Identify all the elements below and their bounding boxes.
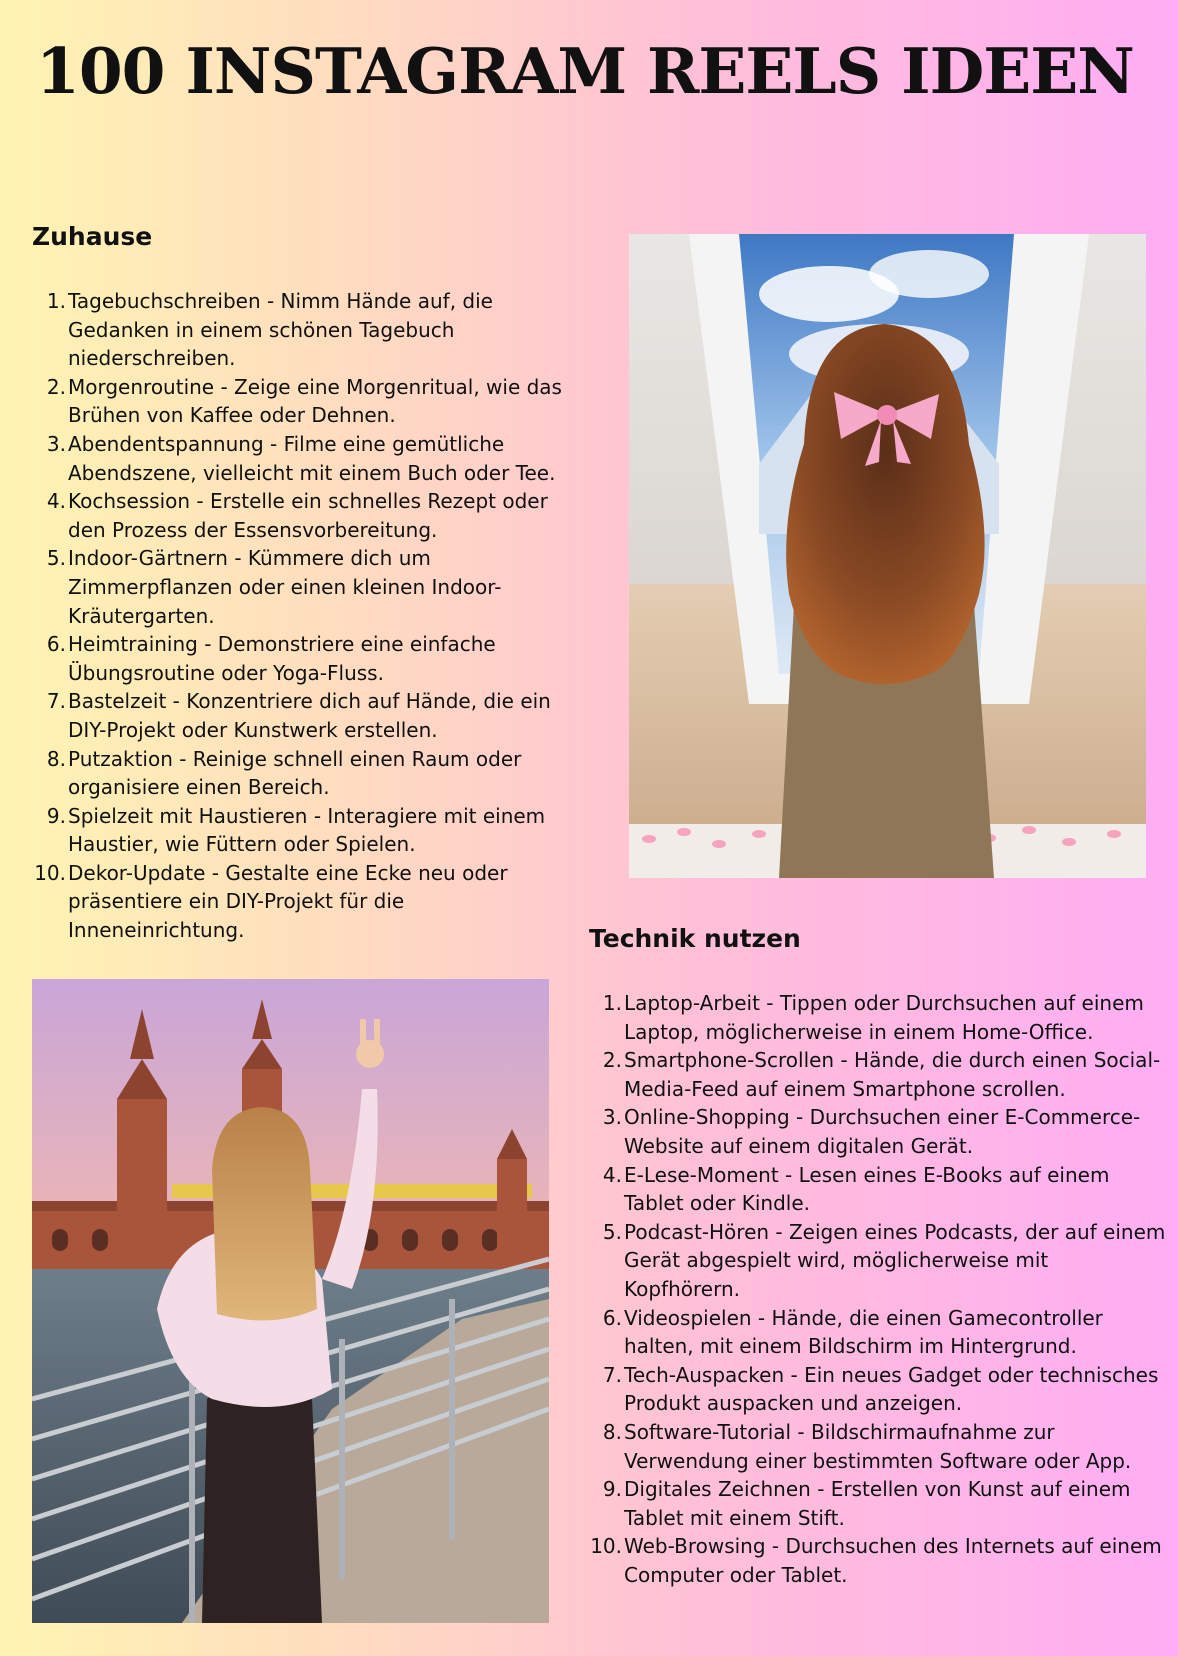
list-item-number: 2. bbox=[602, 1048, 622, 1073]
photo-woman-at-bridge bbox=[32, 979, 549, 1623]
list-item-text: Software-Tutorial - Bildschirmaufnahme zur Verwendung einer bestimmten Software oder App. bbox=[624, 1419, 1132, 1473]
list-item-text: Smartphone-Scrollen - Hände, die durch einen Social-Media-Feed auf einem Smartphone scrollen. bbox=[624, 1048, 1161, 1101]
list-item-number: 10. bbox=[34, 860, 66, 885]
list-item-text: Spielzeit mit Haustieren - Interagiere mit einem Haustier, wie Füttern oder Spielen. bbox=[68, 803, 546, 857]
list-item-text: Videospielen - Hände, die einen Gamecontroller halten, mit einem Bildschirm im Hintergrund. bbox=[624, 1305, 1103, 1359]
list-item-text: Putzaktion - Reinige schnell einen Raum oder organisiere einen Bereich. bbox=[68, 746, 522, 800]
list-item bbox=[32, 802, 587, 859]
photo-woman-with-bow bbox=[629, 234, 1146, 878]
list-item bbox=[32, 430, 587, 487]
list-item-text: Tagebuchschreiben - Nimm Hände auf, die Gedanken in einem schönen Tagebuch niederschreiben. bbox=[68, 289, 493, 371]
list-item-text: Web-Browsing - Durchsuchen des Internets auf einem Computer oder Tablet. bbox=[624, 1534, 1162, 1587]
list-item bbox=[588, 1532, 1168, 1589]
list-item-number: 8. bbox=[46, 746, 66, 771]
list-item bbox=[32, 487, 587, 544]
list-item bbox=[588, 1046, 1168, 1103]
list-item-number: 2. bbox=[46, 374, 66, 399]
list-item-number: 5. bbox=[46, 546, 66, 571]
list-item-text: Indoor-Gärtnern - Kümmere dich um Zimmerpflanzen oder einen kleinen Indoor-Kräutergarten. bbox=[68, 546, 502, 628]
list-item-text: Podcast-Hören - Zeigen eines Podcasts, der auf einem Gerät abgespielt wird, möglicherweise mit Kopfhörern. bbox=[624, 1219, 1166, 1301]
section-heading-zuhause: Zuhause bbox=[32, 222, 153, 251]
list-item-text: Tech-Auspacken - Ein neues Gadget oder technisches Produkt auspacken und anzeigen. bbox=[624, 1362, 1159, 1416]
list-item-number: 7. bbox=[46, 689, 66, 714]
list-item bbox=[32, 544, 587, 630]
list-item-text: Morgenroutine - Zeige eine Morgenritual, wie das Brühen von Kaffee oder Dehnen. bbox=[68, 374, 562, 428]
document-title: 100 INSTAGRAM REELS IDEEN bbox=[36, 34, 1134, 108]
idea-list-technik-nutzen bbox=[588, 989, 1168, 1589]
list-item bbox=[588, 1418, 1168, 1475]
list-item bbox=[32, 745, 587, 802]
list-item-number: 3. bbox=[46, 431, 66, 456]
list-item-number: 10. bbox=[590, 1534, 622, 1559]
list-item-text: Digitales Zeichnen - Erstellen von Kunst auf einem Tablet mit einem Stift. bbox=[624, 1477, 1131, 1530]
list-item bbox=[588, 1361, 1168, 1418]
list-item-number: 6. bbox=[46, 632, 66, 657]
list-item bbox=[32, 373, 587, 430]
list-item-number: 5. bbox=[602, 1219, 622, 1244]
list-item-number: 8. bbox=[602, 1419, 622, 1444]
list-item-text: Kochsession - Erstelle ein schnelles Rezept oder den Prozess der Essensvorbereitung. bbox=[68, 489, 548, 542]
list-item-text: E-Lese-Moment - Lesen eines E-Books auf einem Tablet oder Kindle. bbox=[624, 1162, 1110, 1216]
list-item bbox=[588, 1103, 1168, 1160]
list-item bbox=[32, 630, 587, 687]
list-item-number: 4. bbox=[602, 1162, 622, 1187]
list-item-number: 4. bbox=[46, 489, 66, 514]
list-item-text: Laptop-Arbeit - Tippen oder Durchsuchen auf einem Laptop, möglicherweise in einem Home-Office. bbox=[624, 991, 1144, 1044]
list-item-number: 1. bbox=[602, 991, 622, 1015]
list-item bbox=[32, 859, 587, 945]
list-item bbox=[588, 1218, 1168, 1304]
list-item-text: Heimtraining - Demonstriere eine einfache Übungsroutine oder Yoga-Fluss. bbox=[68, 632, 496, 685]
list-item bbox=[588, 1475, 1168, 1532]
list-item-number: 6. bbox=[602, 1305, 622, 1330]
list-item-text: Dekor-Update - Gestalte eine Ecke neu oder präsentiere ein DIY-Projekt für die Inneneinrichtung. bbox=[68, 860, 508, 943]
list-item-number: 7. bbox=[602, 1362, 622, 1387]
list-item-number: 9. bbox=[602, 1477, 622, 1502]
list-item-number: 9. bbox=[46, 803, 66, 828]
list-item bbox=[588, 1304, 1168, 1361]
list-item-text: Bastelzeit - Konzentriere dich auf Hände, die ein DIY-Projekt oder Kunstwerk erstellen. bbox=[68, 689, 551, 742]
list-item-number: 1. bbox=[46, 289, 66, 313]
list-item-text: Online-Shopping - Durchsuchen einer E-Commerce-Website auf einem digitalen Gerät. bbox=[624, 1105, 1141, 1158]
section-heading-technik-nutzen: Technik nutzen bbox=[589, 924, 801, 953]
list-item-text: Abendentspannung - Filme eine gemütliche Abendszene, vielleicht mit einem Buch oder Tee. bbox=[68, 431, 556, 485]
list-item bbox=[588, 1161, 1168, 1218]
list-item bbox=[588, 989, 1168, 1046]
list-item bbox=[32, 287, 587, 373]
list-item bbox=[32, 687, 587, 744]
idea-list-zuhause bbox=[32, 287, 587, 945]
list-item-number: 3. bbox=[602, 1105, 622, 1130]
